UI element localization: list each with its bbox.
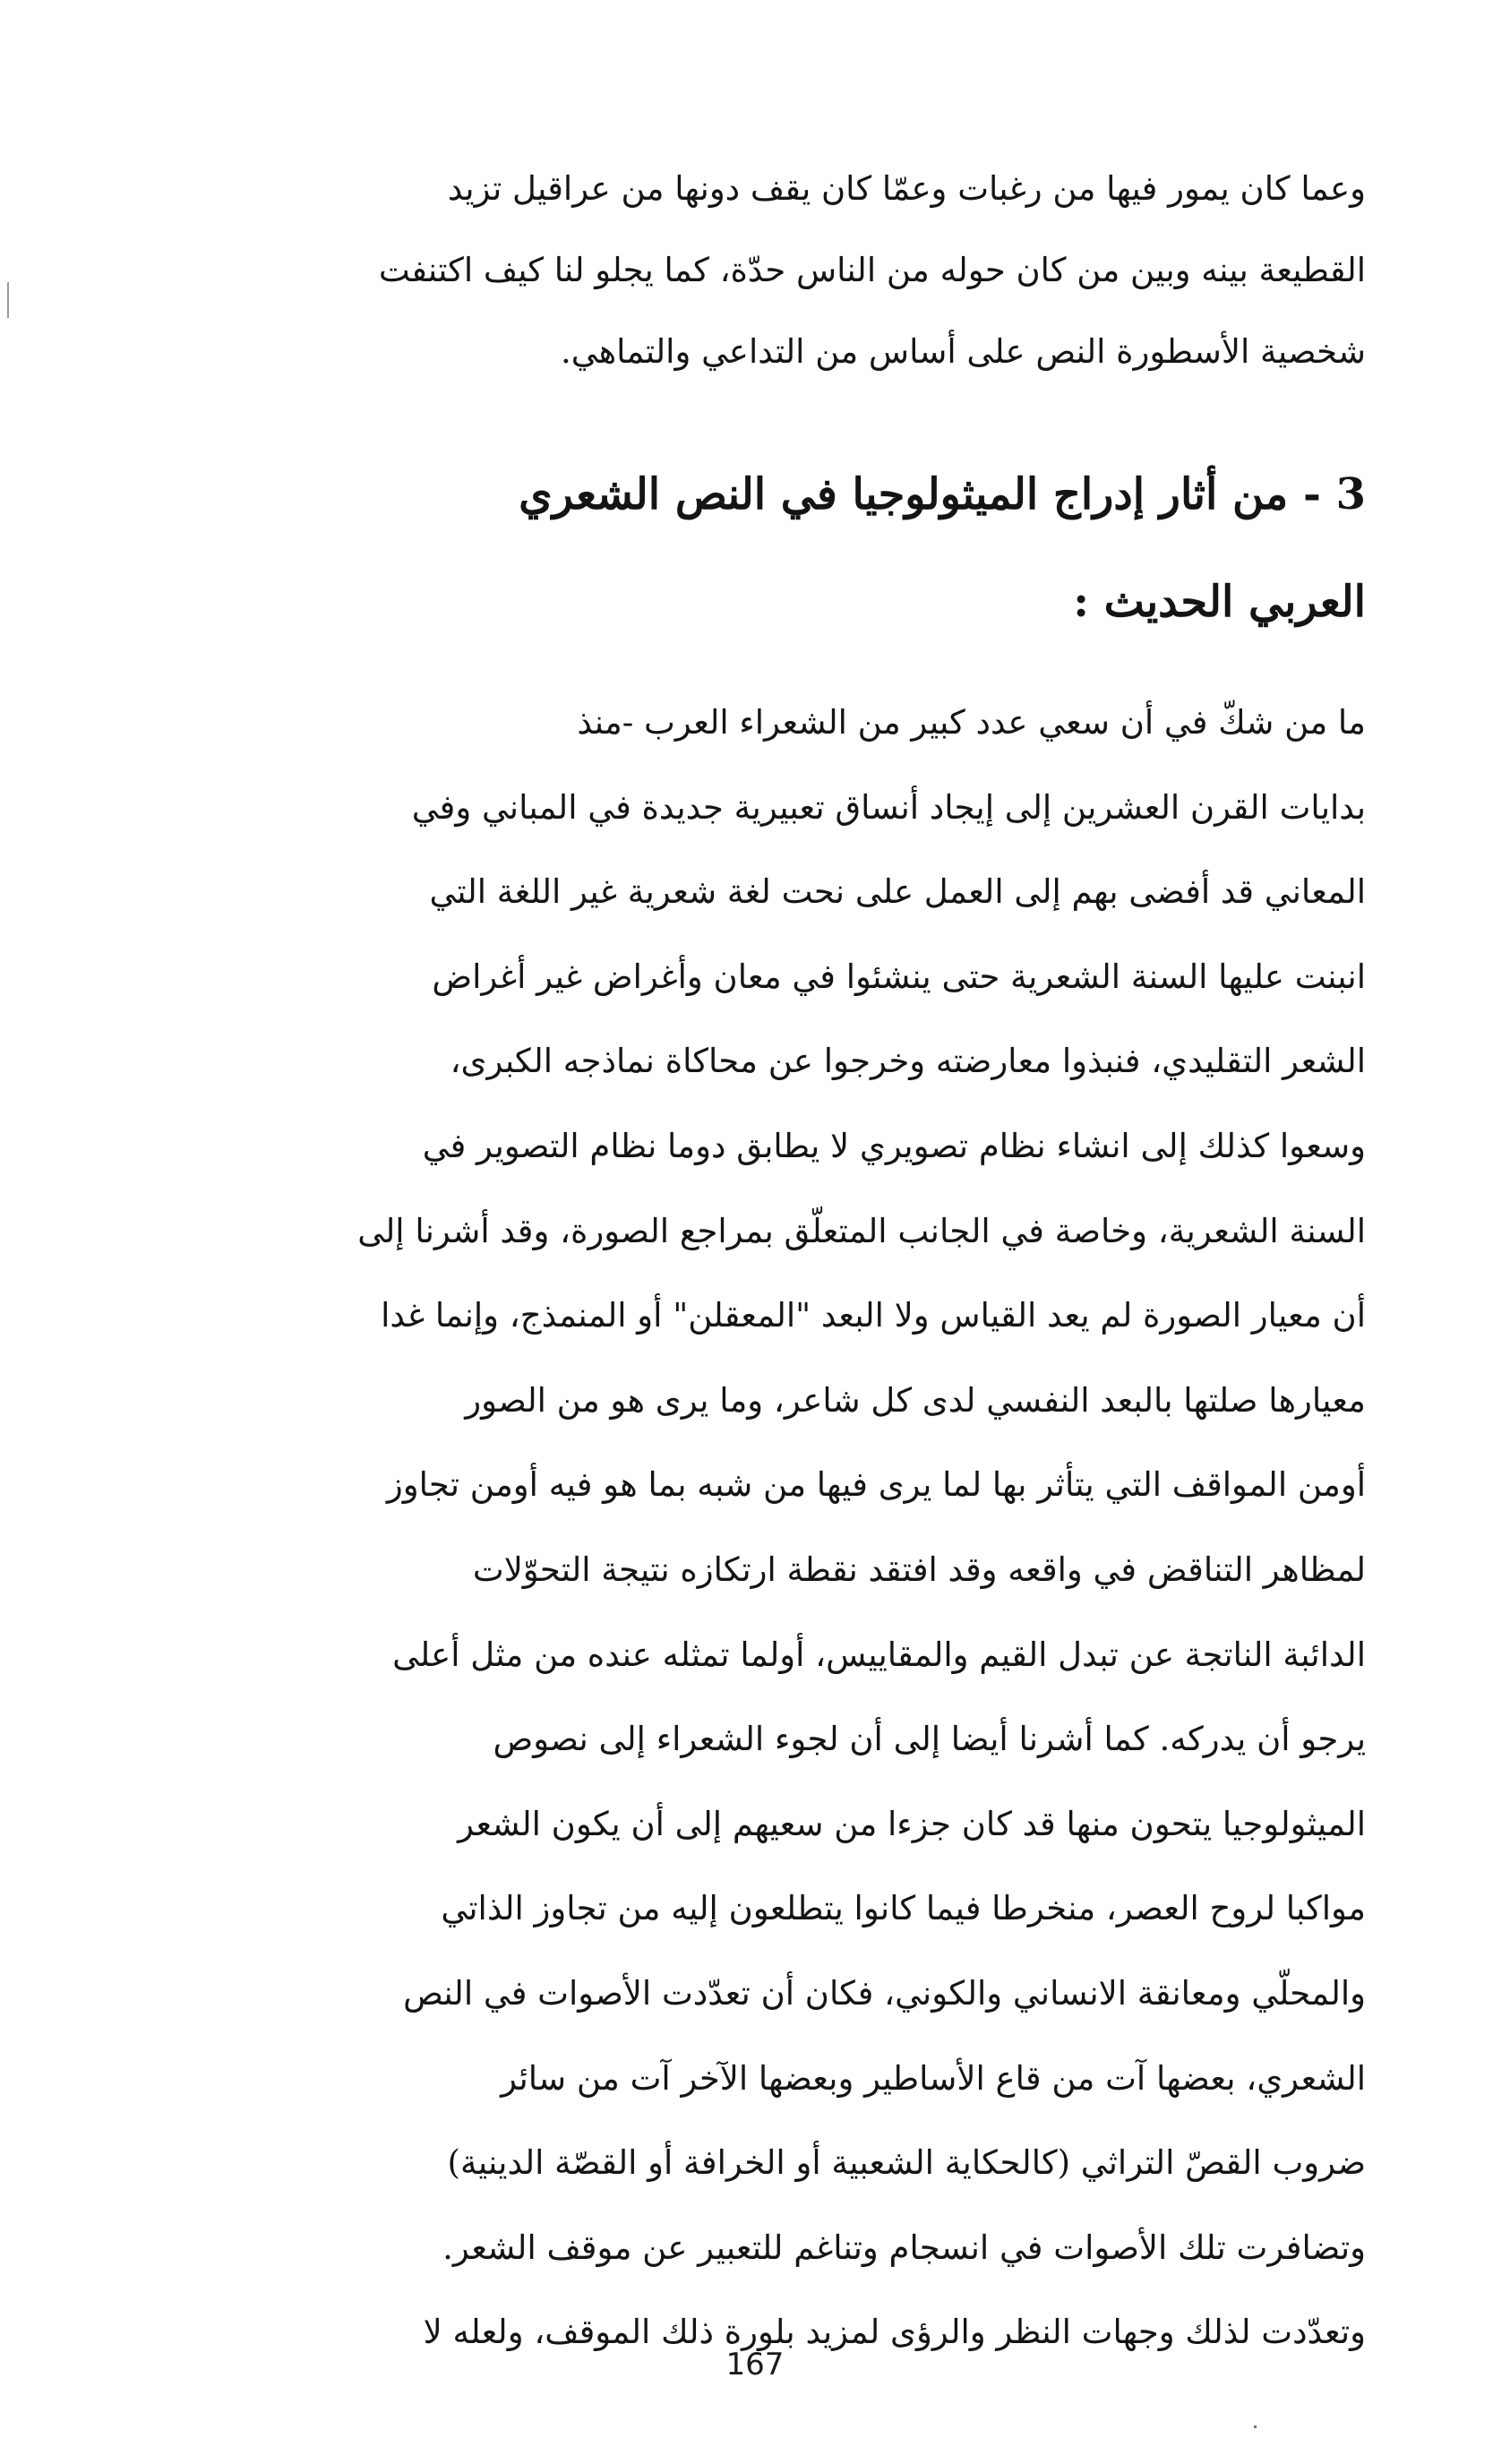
body-line: الشعري، بعضها آت من قاع الأساطير وبعضها الآخر آت من سائر [501, 2058, 1366, 2098]
scan-speck [1254, 2425, 1257, 2428]
body-line: الشعر التقليدي، فنبذوا معارضته وخرجوا عن محاكاة نماذجه الكبرى، [450, 1042, 1366, 1081]
page-number: 167 [725, 2347, 785, 2382]
body-line: أومن المواقف التي يتأثر بها لما يرى فيها من شبه بما هو فيه أومن تجاوز [386, 1465, 1366, 1505]
body-line: وتضافرت تلك الأصوات في انسجام وتناغم للتعبير عن موقف الشعر. [442, 2228, 1366, 2267]
body-paragraph [134, 681, 1366, 2375]
scan-margin-mark [7, 282, 9, 318]
body-line: معيارها صلتها بالبعد النفسي لدى كل شاعر، وما يرى هو من الصور [465, 1380, 1366, 1420]
section-heading [134, 441, 1366, 656]
body-line: والمحلّي ومعانقة الانساني والكوني، فكان أن تعدّدت الأصوات في النص [403, 1973, 1366, 2013]
body-line: وتعدّدت لذلك وجهات النظر والرؤى لمزيد بلورة ذلك الموقف، ولعله لا [423, 2313, 1366, 2352]
body-line: يرجو أن يدركه. كما أشرنا أيضا إلى أن لجوء الشعراء إلى نصوص [493, 1720, 1366, 1759]
body-line: انبنت عليها السنة الشعرية حتى ينشئوا في معان وأغراض غير أغراض [432, 957, 1366, 996]
body-line: الدائبة الناتجة عن تبدل القيم والمقاييس، أولما تمثله عنده من مثل أعلى [392, 1635, 1366, 1674]
body-line: الميثولوجيا يتحون منها قد كان جزءا من سعيهم إلى أن يكون الشعر [458, 1804, 1366, 1843]
body-line: وسعوا كذلك إلى انشاء نظام تصويري لا يطابق دوما نظام التصوير في [422, 1126, 1366, 1165]
body-line: أن معيار الصورة لم يعد القياس ولا البعد "المعقلن" أو المنمذج، وإنما غدا [381, 1296, 1366, 1335]
body-line: السنة الشعرية، وخاصة في الجانب المتعلّق بمراجع الصورة، وقد أشرنا إلى [357, 1211, 1366, 1250]
section-heading-line: العربي الحديث : [1073, 577, 1366, 627]
section-heading-line: 3 - من أثار إدراج الميثولوجيا في النص الشعري [519, 469, 1366, 519]
body-line: ما من شكّ في أن سعي عدد كبير من الشعراء العرب -منذ [577, 703, 1366, 742]
intro-line: شخصية الأسطورة النص على أساس من التداعي والتماهي. [560, 332, 1366, 371]
intro-paragraph [134, 148, 1366, 392]
intro-line: القطيعة بينه وبين من كان حوله من الناس حدّة، كما يجلو لنا كيف اكتنفت [378, 251, 1366, 289]
intro-line: وعما كان يمور فيها من رغبات وعمّا كان يقف دونها من عراقيل تزيد [447, 169, 1366, 208]
body-line: ضروب القصّ التراثي (كالحكاية الشعبية أو الخرافة أو القصّة الدينية) [447, 2143, 1366, 2183]
body-line: المعاني قد أفضى بهم إلى العمل على نحت لغة شعرية غير اللغة التي [429, 872, 1366, 912]
body-line: لمظاهر التناقض في واقعه وقد افتقد نقطة ارتكازه نتيجة التحوّلات [472, 1550, 1366, 1589]
body-line: بدايات القرن العشرين إلى إيجاد أنساق تعبيرية جديدة في المباني وفي [411, 787, 1366, 827]
body-line: مواكبا لروح العصر، منخرطا فيما كانوا يتطلعون إليه من تجاوز الذاتي [441, 1889, 1366, 1928]
